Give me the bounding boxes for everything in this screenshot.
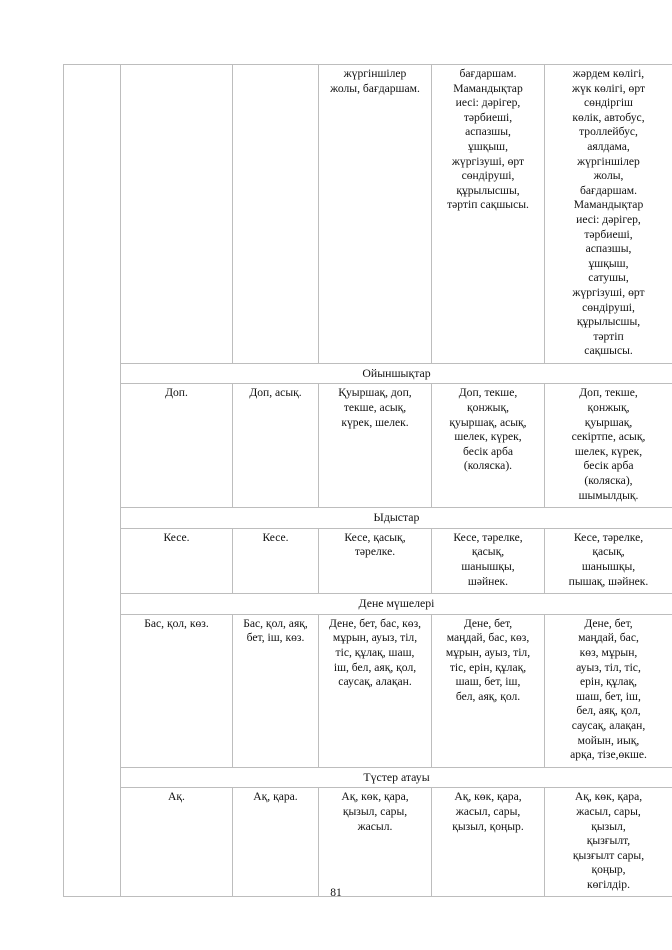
- left-margin-column: [64, 65, 121, 897]
- table-cell: Кесе, тәрелке, қасық, шанышқы, шәйнек.: [432, 528, 545, 593]
- table-cell: Доп, асық.: [233, 384, 319, 508]
- table-cell: бағдаршам. Мамандықтар иесі: дәрігер, тәрбиеші, аспазшы, ұшқыш, жүргізуші, өрт сөндіруші, құрылысшы, тәртіп сақшысы.: [432, 65, 545, 364]
- table-row: [64, 384, 672, 508]
- section-header-row: [64, 363, 672, 384]
- table-cell: Ақ.: [121, 788, 233, 897]
- table-cell: жүргіншілер жолы, бағдаршам.: [319, 65, 432, 364]
- table-cell: Бас, қол, аяқ, бет, іш, көз.: [233, 614, 319, 767]
- section-title-dishes: Ыдыстар: [121, 508, 672, 529]
- table-cell: [233, 65, 319, 364]
- table-cell: Кесе.: [233, 528, 319, 593]
- table-row: [64, 788, 672, 897]
- table-row: [64, 528, 672, 593]
- table-cell: Доп.: [121, 384, 233, 508]
- table-cell: Бас, қол, көз.: [121, 614, 233, 767]
- table-cell: Доп, текше, қонжық, қуыршақ, асық, шелек, күрек, бесік арба (коляска).: [432, 384, 545, 508]
- table-cell: Дене, бет, маңдай, бас, көз, мұрын, ауыз, тіл, тіс, ерін, құлақ, шаш, бет, іш, бел, аяқ, қол, саусақ, алақан, мойын, иық, арқа, тізе,өкше.: [545, 614, 672, 767]
- table-cell: Ақ, көк, қара, жасыл, сары, қызыл, қоңыр.: [432, 788, 545, 897]
- table-cell: Кесе, тәрелке, қасық, шанышқы, пышақ, шәйнек.: [545, 528, 672, 593]
- document-page: [63, 64, 672, 897]
- table-row-continuation: [64, 65, 672, 364]
- curriculum-table: [63, 64, 672, 897]
- table-cell: Доп, текше, қонжық, қуыршақ, секіртпе, асық, шелек, күрек, бесік арба (коляска), шымылдық.: [545, 384, 672, 508]
- table-cell: Дене, бет, маңдай, бас, көз, мұрын, ауыз, тіл, тіс, ерін, құлақ, шаш, бет, іш, бел, аяқ, қол.: [432, 614, 545, 767]
- section-header-row: [64, 767, 672, 788]
- table-cell: Дене, бет, бас, көз, мұрын, ауыз, тіл, тіс, құлақ, шаш, іш, бел, аяқ, қол, саусақ, алақан.: [319, 614, 432, 767]
- page-number: 81: [330, 886, 342, 899]
- table-cell: Кесе.: [121, 528, 233, 593]
- table-cell: Ақ, көк, қара, жасыл, сары, қызыл, қызғылт, қызғылт сары, қоңыр, көгілдір.: [545, 788, 672, 897]
- section-header-row: [64, 594, 672, 615]
- table-cell: Ақ, көк, қара, қызыл, сары, жасыл.: [319, 788, 432, 897]
- table-cell: [121, 65, 233, 364]
- table-cell: Ақ, қара.: [233, 788, 319, 897]
- section-title-toys: Ойыншықтар: [121, 363, 672, 384]
- section-title-colours: Түстер атауы: [121, 767, 672, 788]
- section-title-body-parts: Дене мүшелері: [121, 594, 672, 615]
- section-header-row: [64, 508, 672, 529]
- table-cell: Кесе, қасық, тәрелке.: [319, 528, 432, 593]
- table-cell: Қуыршақ, доп, текше, асық, күрек, шелек.: [319, 384, 432, 508]
- table-cell: жәрдем көлігі, жүк көлігі, өрт сөндіргіш көлік, автобус, троллейбус, аялдама, жүргіншілер жолы, бағдаршам. Мамандықтар иесі: дәрігер, тәрбиеші, аспазшы, ұшқыш, сатушы, жүргізуші, өрт сөндіруші, құрылысшы, тәртіп сақшысы.: [545, 65, 672, 364]
- table-row: [64, 614, 672, 767]
